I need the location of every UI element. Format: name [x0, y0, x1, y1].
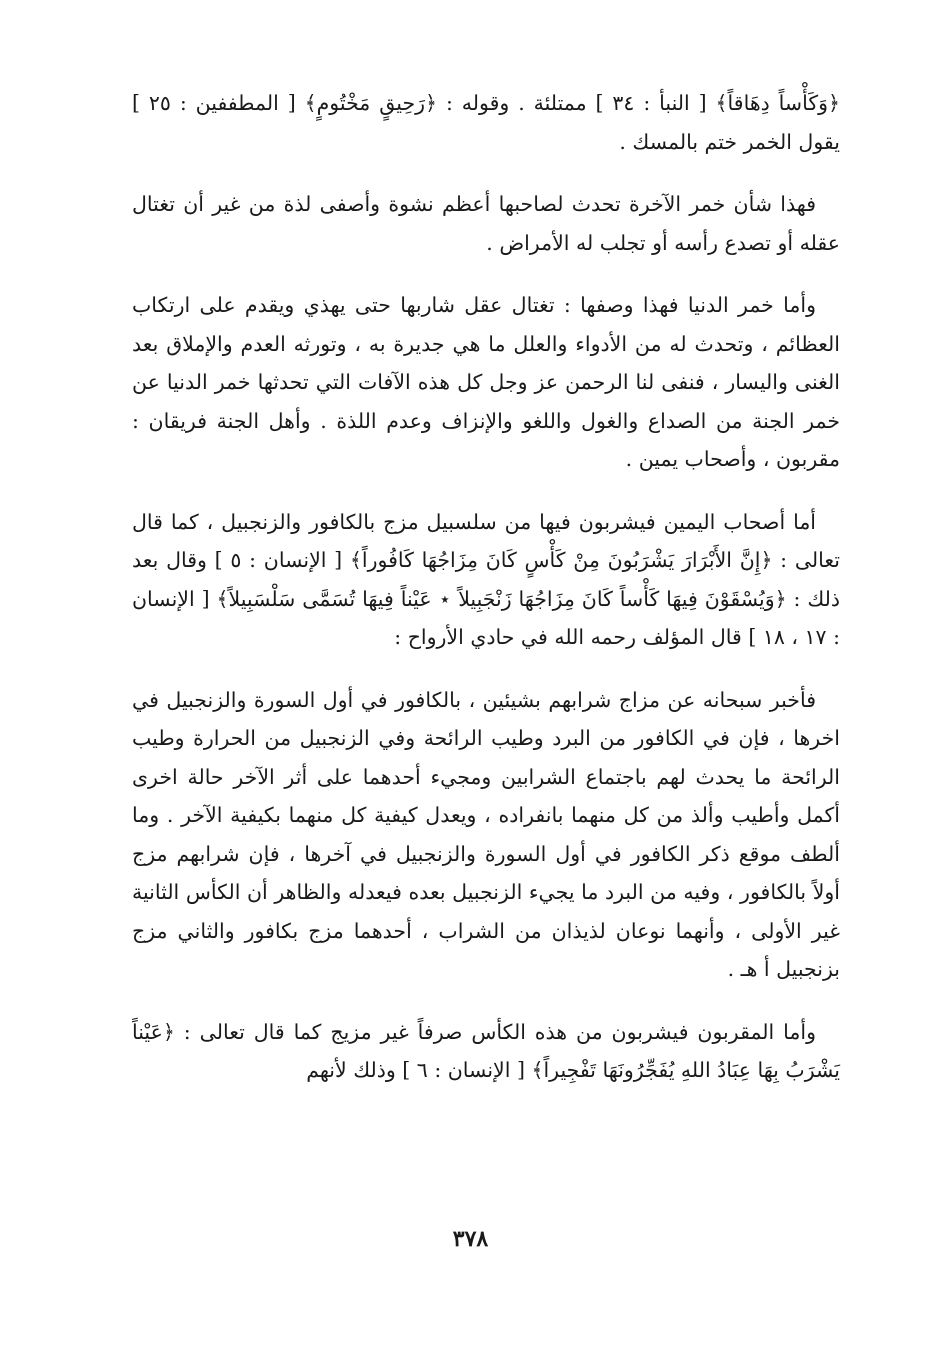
paragraph-mixture: فأخبر سبحانه عن مزاج شرابهم بشيئين ، بالكافور في أول السورة والزنجبيل في اخرها ، فإن في الكافور من البرد وطيب الرائحة وفي الزنجبيل من الحرارة وطيب الرائحة ما يحدث لهم باجتماع الشرابين ومجيء أحدهما على أثر الآخر حالة اخرى أكمل وأطيب وألذ من كل منهما بانفراده ، ويعدل كيفية كل منهما بكيفية الآخر . وما ألطف موقع ذكر الكافور في أول السورة والزنجبيل في آخرها ، فإن شرابهم مزج أولاً بالكافور ، وفيه من البرد ما يجيء الزنجبيل بعده فيعدله والظاهر أن الكأس الثانية غير الأولى ، وأنهما نوعان لذيذان من الشراب ، أحدهما مزج بكافور والثاني مزج بزنجبيل أ هـ .: [132, 687, 840, 981]
paragraph-afterlife-wine: فهذا شأن خمر الآخرة تحدث لصاحبها أعظم نشوة وأصفى لذة من غير أن تغتال عقله أو تصدع رأسه أو تجلب له الأمراض .: [132, 192, 840, 255]
page-number: ٣٧٨: [452, 1226, 489, 1252]
page-body: [132, 84, 840, 1114]
paragraph-worldly-wine: وأما خمر الدنيا فهذا وصفها : تغتال عقل شاربها حتى يهذي ويقدم على ارتكاب العظائم ، وتحدث له من الأدواء والعلل ما هي جديرة به ، وتورثه العدم والإملاق بعد الغنى واليسار ، فنفى لنا الرحمن عز وجل كل هذه الآفات التي تحدثها خمر الدنيا عن خمر الجنة من الصداع والغول واللغو والإنزاف وعدم اللذة . وأهل الجنة فريقان : مقربون ، وأصحاب يمين .: [132, 293, 840, 471]
paragraph-companions-right: أما أصحاب اليمين فيشربون فيها من سلسبيل مزج بالكافور والزنجبيل ، كما قال تعالى : ﴿إِنَّ الأَبْرَارَ يَشْرَبُونَ مِنْ كَأْسٍ كَانَ مِزَاجُهَا كَافُوراً﴾ [ الإنسان : ٥ ] وقال بعد ذلك : ﴿وَيُسْقَوْنَ فِيهَا كَأْساً كَانَ مِزَاجُهَا زَنْجَبِيلاً ⋆ عَيْناً فِيهَا تُسَمَّى سَلْسَبِيلاً﴾ [ الإنسان : ١٧ ، ١٨ ] قال المؤلف رحمه الله في حادي الأرواح :: [132, 509, 840, 649]
paragraph-quran-cup: ﴿وَكَأْساً دِهَاقاً﴾ [ النبأ : ٣٤ ] ممتلئة . وقوله : ﴿رَحِيقٍ مَخْتُومٍ﴾ [ المطففين : ٢٥ ] يقول الخمر ختم بالمسك .: [132, 91, 840, 154]
paragraph-near-ones: وأما المقربون فيشربون من هذه الكأس صرفاً غير مزيج كما قال تعالى : ﴿عَيْناً يَشْرَبُ بِهَا عِبَادُ اللهِ يُفَجِّرُونَهَا تَفْجِيراً﴾ [ الإنسان : ٦ ] وذلك لأنهم: [132, 1019, 840, 1082]
